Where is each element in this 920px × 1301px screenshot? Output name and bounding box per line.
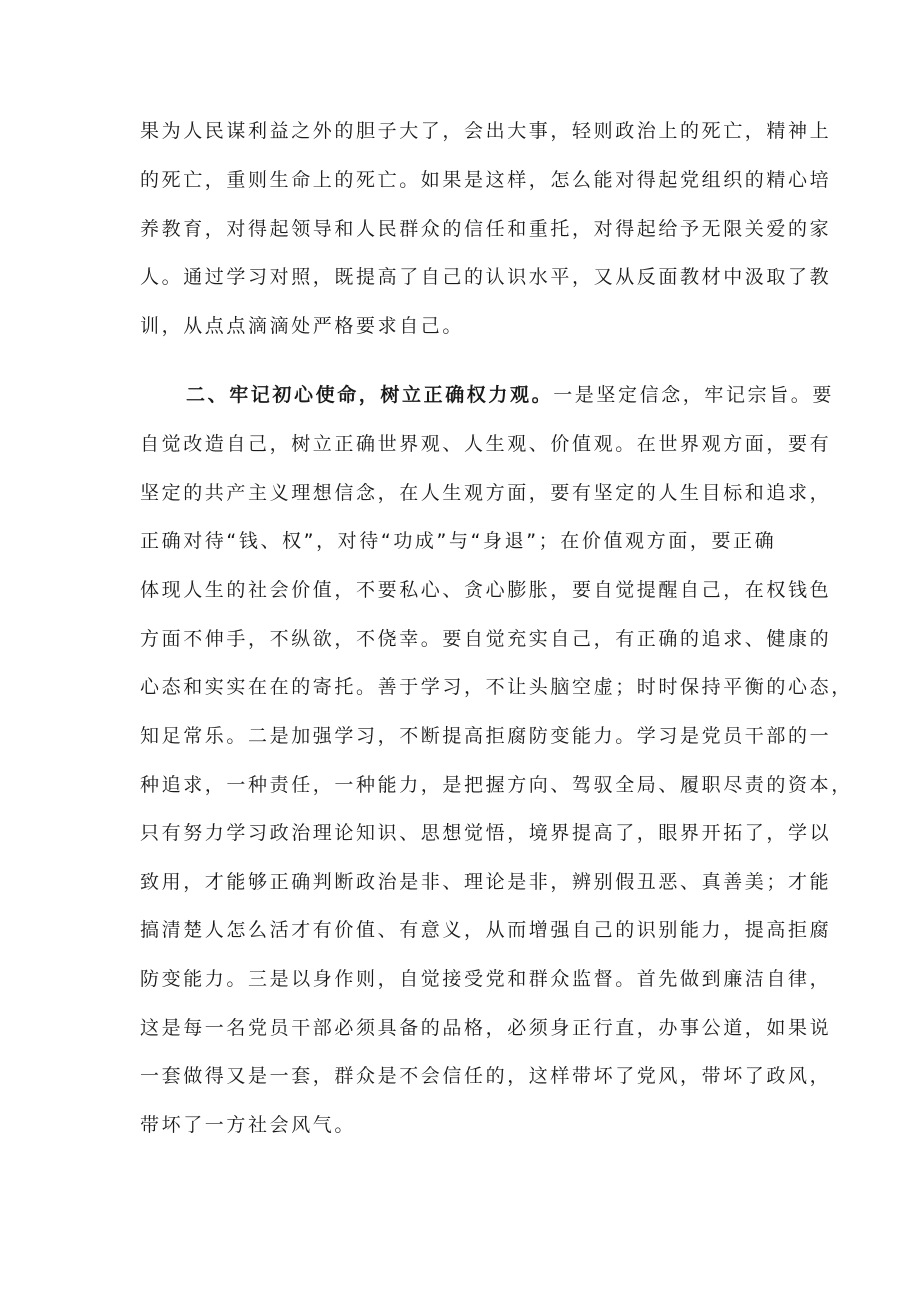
paragraph-2-line: 心态和实实在在的寄托。善于学习，不让头脑空虚；时时保持平衡的心态， [140,676,853,698]
section-heading: 二、牢记初心使命，树立正确权力观。 [186,384,554,406]
paragraph-1-line: 训，从点点滴滴处严格要求自己。 [140,315,465,337]
paragraph-1-line: 果为人民谋利益之外的胆子大了，会出大事，轻则政治上的死亡，精神上 [140,120,832,142]
paragraph-2-line: 致用，才能够正确判断政治是非、理论是非，辨别假丑恶、真善美；才能 [140,871,832,893]
paragraph-2-line: 坚定的共产主义理想信念，在人生观方面，要有坚定的人生目标和追求， [140,482,832,504]
paragraph-2-line: 搞清楚人怎么活才有价值、有意义，从而增强自己的识别能力，提高拒腐 [140,919,832,941]
paragraph-2-line: 防变能力。三是以身作则，自觉接受党和群众监督。首先做到廉洁自律， [140,968,832,990]
paragraph-1-line: 养教育，对得起领导和人民群众的信任和重托，对得起给予无限关爱的家 [140,218,832,240]
paragraph-2-line: 知足常乐。二是加强学习，不断提高拒腐防变能力。学习是党员干部的一 [140,725,832,747]
paragraph-2-line: 一套做得又是一套，群众是不会信任的，这样带坏了党风，带坏了政风， [140,1065,832,1087]
paragraph-2-line: 这是每一名党员干部必须具备的品格，必须身正行直，办事公道，如果说 [140,1017,832,1039]
paragraph-2-line: 自觉改造自己，树立正确世界观、人生观、价值观。在世界观方面，要有 [140,433,832,455]
paragraph-2-line: 方面不伸手，不纵欲，不侥幸。要自觉充实自己，有正确的追求、健康的 [140,628,832,650]
paragraph-2-line: 正确对待“钱、权”，对待“功成”与“身退”；在价值观方面，要正确 [140,530,777,552]
paragraph-2-line: 体现人生的社会价值，不要私心、贪心膨胀，要自觉提醒自己，在权钱色 [140,579,832,601]
paragraph-1-line: 人。通过学习对照，既提高了自己的认识水平，又从反面教材中汲取了教 [140,266,832,288]
paragraph-1-line: 的死亡，重则生命上的死亡。如果是这样，怎么能对得起党组织的精心培 [140,169,832,191]
paragraph-2-line: 种追求，一种责任，一种能力，是把握方向、驾驭全局、履职尽责的资本， [140,774,853,796]
paragraph-2-line: 带坏了一方社会风气。 [140,1114,357,1136]
paragraph-2-first-line-text: 一是坚定信念，牢记宗旨。要 [553,384,835,406]
paragraph-2-line: 只有努力学习政治理论知识、思想觉悟，境界提高了，眼界开拓了，学以 [140,822,832,844]
paragraph-2-first-line [186,382,834,408]
